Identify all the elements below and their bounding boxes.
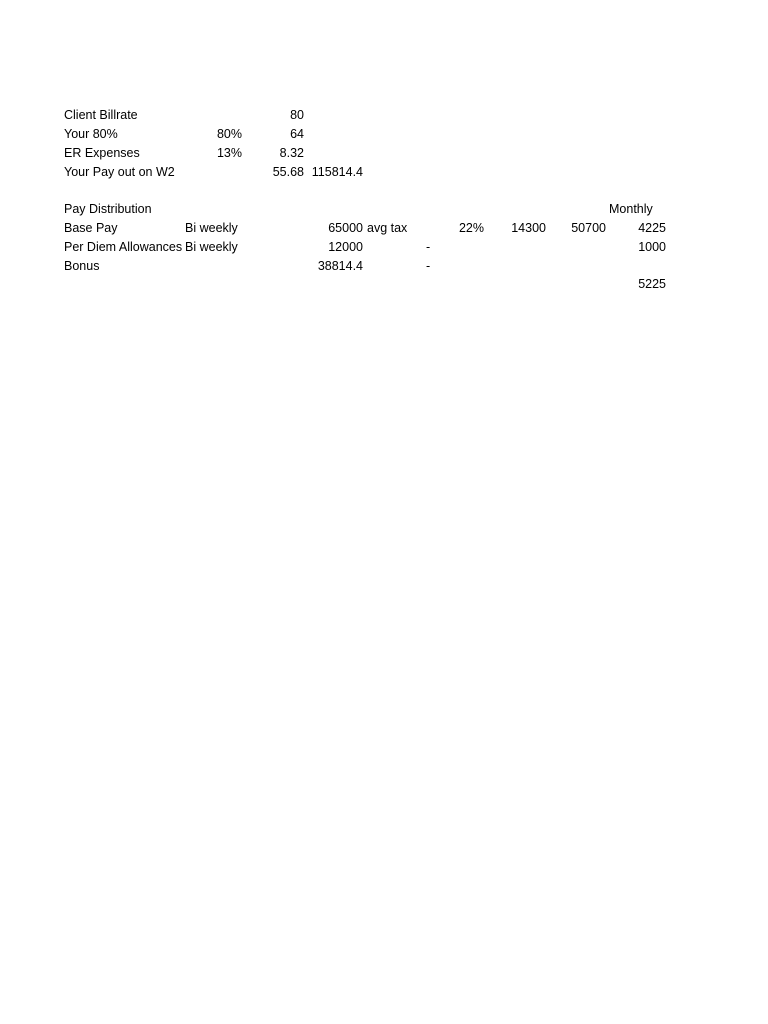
base-pay-row	[0, 219, 768, 237]
base-pay-net: 50700	[571, 221, 606, 235]
w2-pay-hourly: 55.68	[272, 165, 304, 179]
per-diem-label: Per Diem Allowances	[64, 240, 183, 254]
your-share-value: 64	[290, 127, 304, 141]
per-diem-amount: 12000	[328, 240, 363, 254]
per-diem-row	[0, 238, 768, 256]
monthly-total-row	[0, 275, 768, 293]
bonus-row	[0, 257, 768, 275]
distribution-title: Pay Distribution	[64, 202, 152, 216]
er-expenses-label: ER Expenses	[64, 146, 140, 160]
base-pay-monthly: 4225	[638, 221, 666, 235]
er-expenses-percent: 13%	[216, 146, 242, 160]
w2-pay-label: Your Pay out on W2	[64, 165, 175, 179]
base-pay-frequency: Bi weekly	[185, 221, 238, 235]
tax-amount: 14300	[511, 221, 546, 235]
bonus-amount: 38814.4	[317, 259, 363, 273]
avg-tax-label: avg tax	[367, 221, 408, 235]
w2-pay-row	[0, 163, 768, 181]
monthly-total: 5225	[638, 277, 666, 291]
your-share-percent: 80%	[216, 127, 242, 141]
per-diem-frequency: Bi weekly	[185, 240, 238, 254]
per-diem-dash: -	[426, 240, 431, 254]
bonus-dash: -	[426, 259, 431, 273]
w2-pay-annual: 115814.4	[311, 165, 363, 179]
er-expenses-row	[0, 144, 768, 162]
base-pay-label: Base Pay	[64, 221, 118, 235]
client-billrate-row	[0, 106, 768, 124]
monthly-column-header: Monthly	[609, 202, 653, 216]
your-share-row	[0, 125, 768, 143]
distribution-header-row	[0, 200, 768, 218]
tax-rate: 22%	[458, 221, 484, 235]
per-diem-monthly: 1000	[638, 240, 666, 254]
base-pay-amount: 65000	[328, 221, 363, 235]
bonus-label: Bonus	[64, 259, 100, 273]
er-expenses-value: 8.32	[279, 146, 304, 160]
your-share-label: Your 80%	[64, 127, 118, 141]
client-billrate-label: Client Billrate	[64, 108, 138, 122]
client-billrate-value: 80	[290, 108, 304, 122]
